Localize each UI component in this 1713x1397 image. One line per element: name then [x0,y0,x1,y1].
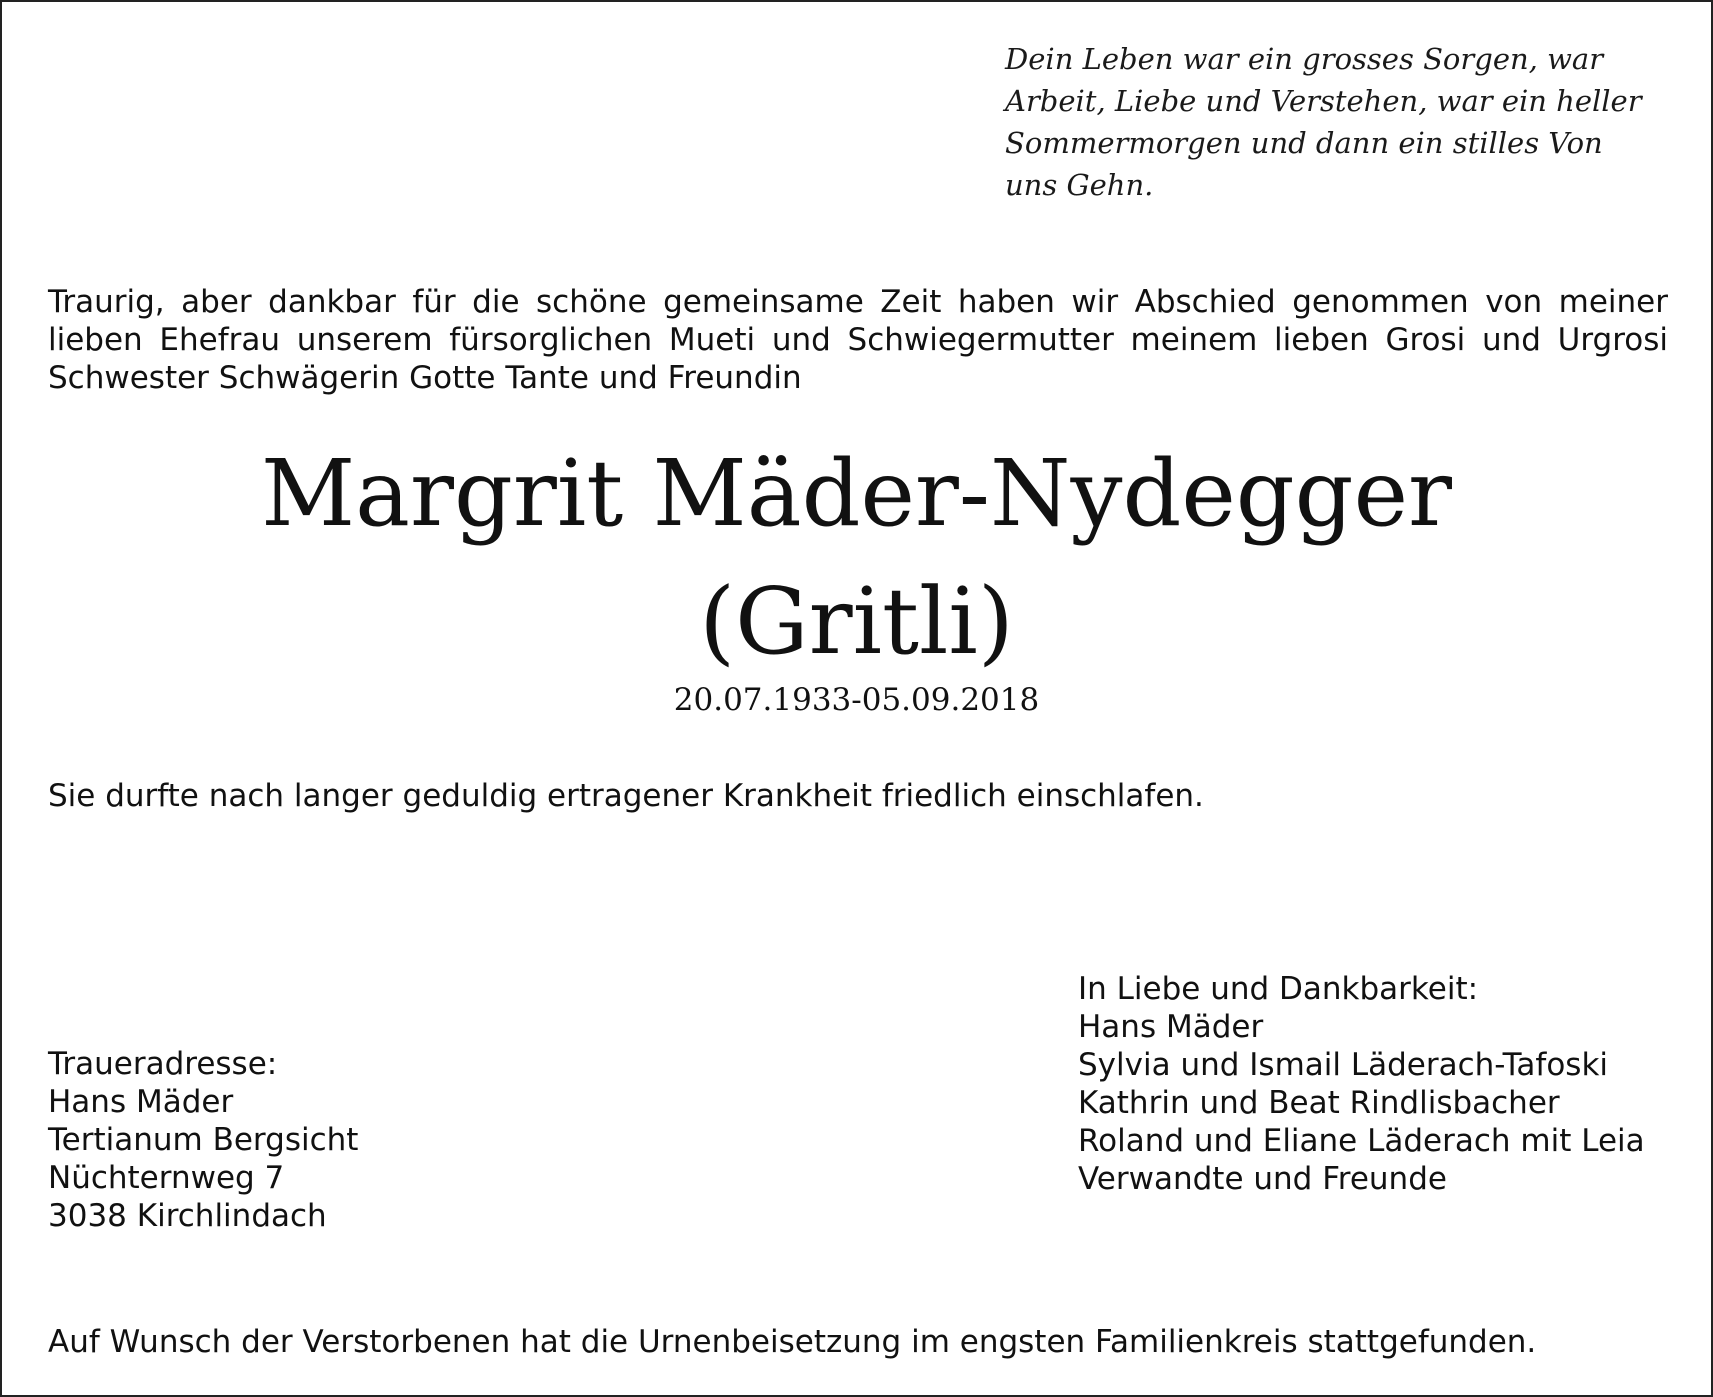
family-signatures [1078,970,1645,1198]
deceased-name: Margrit Mäder-Nydegger [260,440,1452,547]
mourning-address [48,1045,358,1235]
family-line: Kathrin und Beat Rindlisbacher [1078,1085,1560,1121]
address-line: Nüchternweg 7 [48,1160,285,1196]
family-line: Verwandte und Freunde [1078,1161,1447,1197]
intro-paragraph [48,283,1668,397]
quote-line: Arbeit, Liebe und Verstehen, war ein heller [1005,84,1642,118]
family-line: Sylvia und Ismail Läderach-Tafoski [1078,1047,1609,1083]
address-line: 3038 Kirchlindach [48,1198,327,1234]
family-line: Hans Mäder [1078,1009,1264,1045]
memorial-quote [1005,38,1685,206]
intro-line: Traurig, aber dankbar für die schöne gemeinsame Zeit haben wir Abschied genommen von meiner [48,284,1668,320]
address-line: Tertianum Bergsicht [48,1122,359,1158]
life-dates: 20.07.1933-05.09.2018 [673,682,1040,718]
address-line: Traueradresse: [48,1046,278,1082]
quote-line: Dein Leben war ein grosses Sorgen, war [1005,42,1604,76]
deceased-name-block [0,430,1713,686]
address-line: Hans Mäder [48,1084,234,1120]
intro-line: lieben Ehefrau unserem fürsorglichen Mueti und Schwiegermutter meinem lieben Grosi und Urgrosi [48,322,1668,358]
family-line: In Liebe und Dankbarkeit: [1078,971,1479,1007]
deceased-nickname: (Gritli) [699,568,1014,675]
quote-line: Sommermorgen und dann ein stilles Von [1005,126,1603,160]
quote-line: uns Gehn. [1005,168,1154,202]
passing-statement: Sie durfte nach langer geduldig ertragener Krankheit friedlich einschlafen. [48,778,1204,814]
intro-line: Schwester Schwägerin Gotte Tante und Freundin [48,360,802,396]
closing-statement: Auf Wunsch der Verstorbenen hat die Urnenbeisetzung im engsten Familienkreis stattgefunden. [48,1324,1537,1360]
family-line: Roland und Eliane Läderach mit Leia [1078,1123,1645,1159]
